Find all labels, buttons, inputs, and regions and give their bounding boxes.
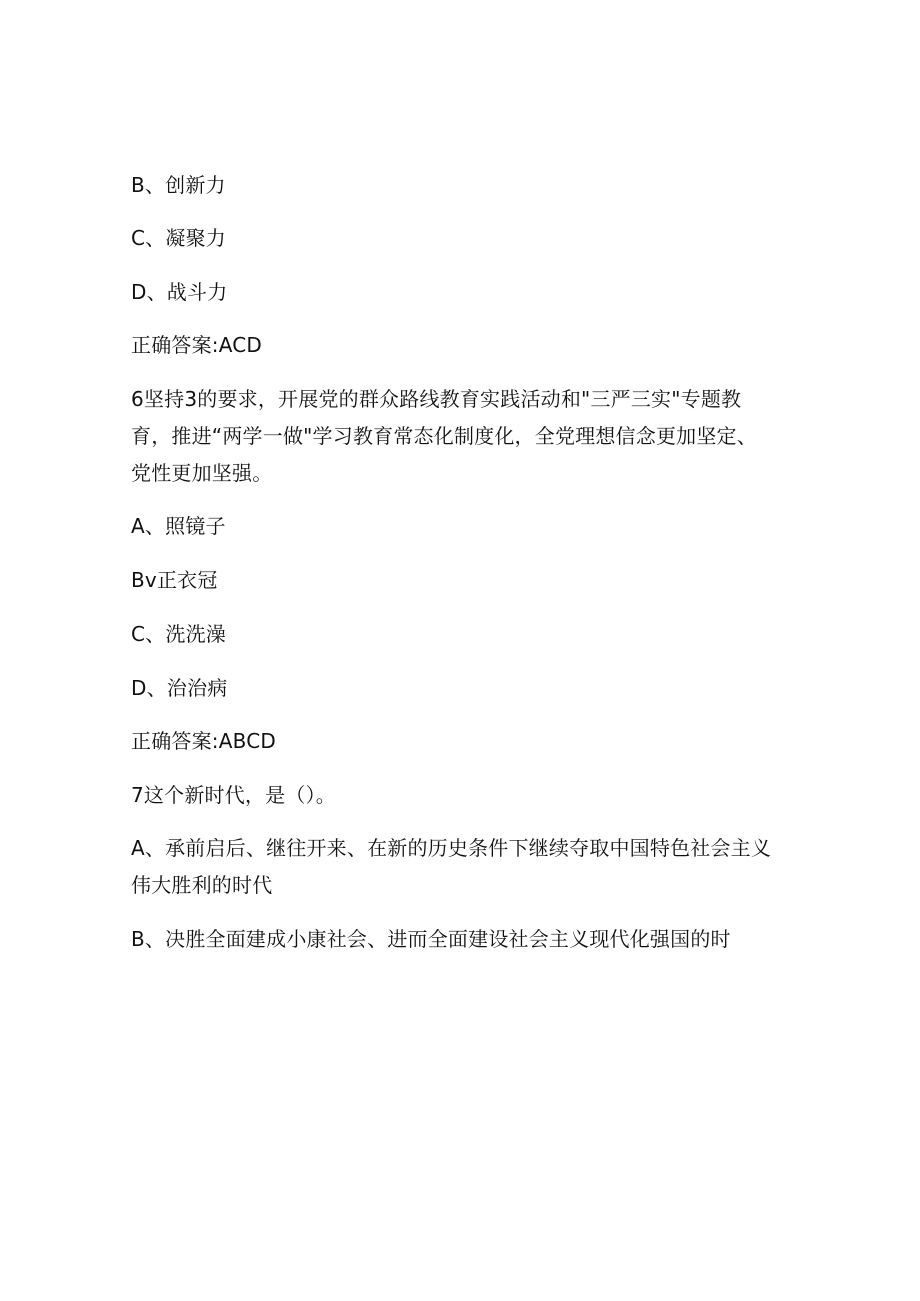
q6-option-b: Bv正衣冠 — [131, 568, 218, 592]
q6-option-d: D、治治病 — [131, 676, 228, 700]
q6-option-c: C、洗洗澡 — [131, 622, 226, 646]
q7-option-a-line1: A、承前启后、继往开来、在新的历史条件下继续夺取中国特色社会主义 — [131, 836, 772, 860]
q6-question-line3: 党性更加坚强。 — [131, 461, 273, 485]
q5-option-d: D、战斗力 — [131, 280, 228, 304]
q6-question-line2: 育，推进“两学一做"学习教育常态化制度化，全党理想信念更加坚定、 — [131, 424, 757, 448]
q6-option-a: A、照镜子 — [131, 514, 226, 538]
q5-option-b: B、创新力 — [131, 173, 226, 197]
q7-option-b: B、决胜全面建成小康社会、进而全面建设社会主义现代化强国的时 — [131, 927, 731, 951]
q6-question-line1: 6坚持3的要求，开展党的群众路线教育实践活动和"三严三实"专题教 — [131, 387, 742, 411]
q7-question: 7这个新时代，是（）。 — [131, 783, 336, 807]
q6-answer: 正确答案:ABCD — [131, 729, 276, 753]
q5-answer: 正确答案:ACD — [131, 333, 263, 357]
q5-option-c: C、凝聚力 — [131, 226, 226, 250]
q7-option-a-line2: 伟大胜利的时代 — [131, 873, 273, 897]
